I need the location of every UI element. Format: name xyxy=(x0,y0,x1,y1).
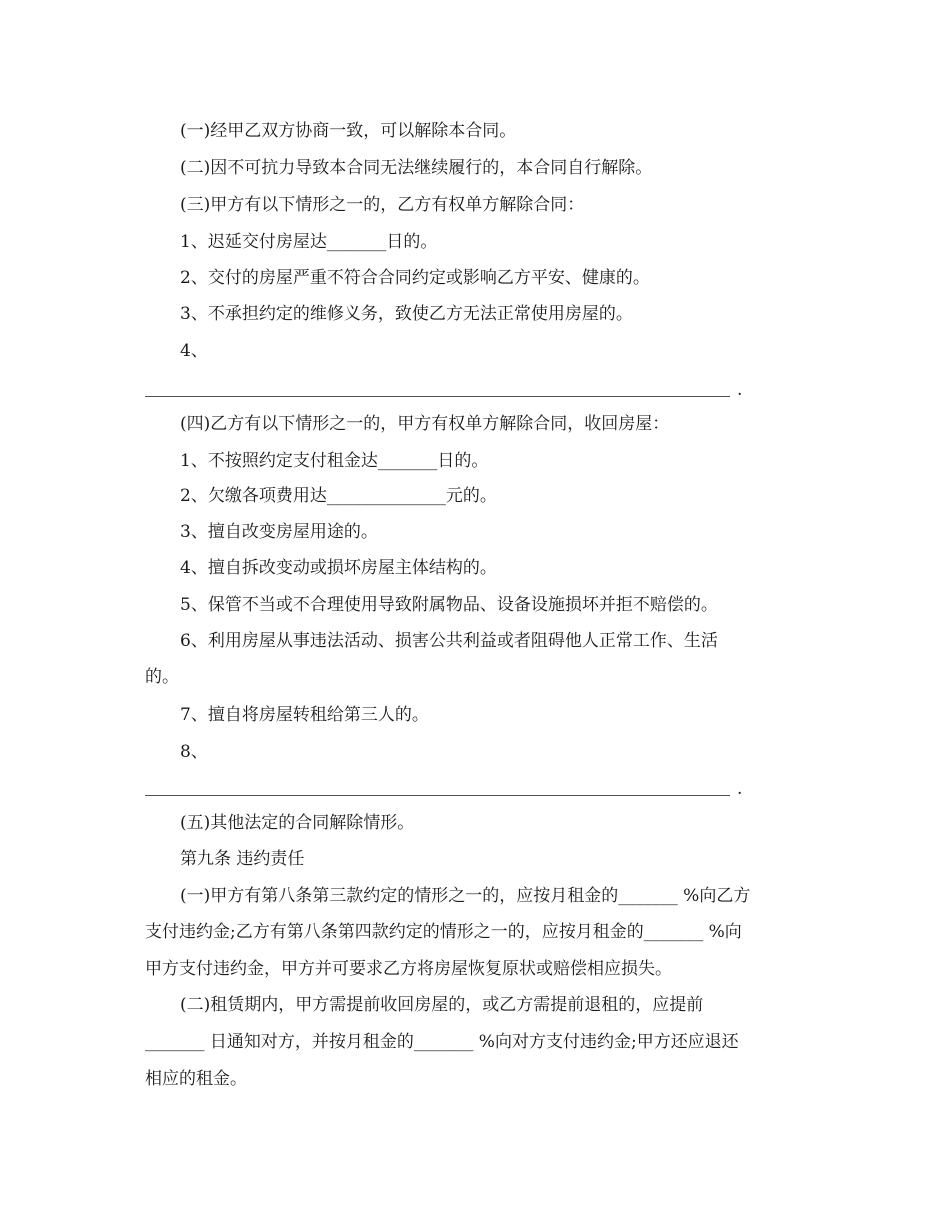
blank-underline xyxy=(145,795,730,796)
clause-8-5: (五)其他法定的合同解除情形。 xyxy=(180,813,415,833)
article-9-heading: 第九条 违约责任 xyxy=(180,849,305,869)
clause-8-4-item-3: 3、擅自改变房屋用途的。 xyxy=(180,522,378,542)
clause-8-3-item-4: 4、 xyxy=(180,341,208,361)
end-period: . xyxy=(737,779,743,799)
clause-8-3-item-3: 3、不承担约定的维修义务，致使乙方无法正常使用房屋的。 xyxy=(180,304,633,324)
clause-8-1: (一)经甲乙双方协商一致，可以解除本合同。 xyxy=(180,121,517,141)
clause-8-4-item-5: 5、保管不当或不合理使用导致附属物品、设备设施损坏并拒不赔偿的。 xyxy=(180,595,718,615)
clause-8-4-item-6-cont: 的。 xyxy=(145,667,179,687)
clause-8-3-item-2: 2、交付的房屋严重不符合合同约定或影响乙方平安、健康的。 xyxy=(180,268,650,288)
clause-8-4: (四)乙方有以下情形之一的，甲方有权单方解除合同，收回房屋： xyxy=(180,414,670,434)
clause-8-4-item-1: 1、不按照约定支付租金达_______日的。 xyxy=(180,451,489,471)
clause-9-2-line-2: _______ 日通知对方，并按月租金的_______ %向对方支付违约金;甲方还应退还 xyxy=(145,1032,739,1052)
clause-9-1-line-3: 甲方支付违约金，甲方并可要求乙方将房屋恢复原状或赔偿相应损失。 xyxy=(145,959,672,979)
clause-8-4-item-6: 6、利用房屋从事违法活动、损害公共利益或者阻碍他人正常工作、生活 xyxy=(180,631,718,651)
clause-8-2: (二)因不可抗力导致本合同无法继续履行的，本合同自行解除。 xyxy=(180,158,653,178)
clause-8-4-item-2: 2、欠缴各项费用达______________元的。 xyxy=(180,486,497,506)
clause-8-4-item-7: 7、擅自将房屋转租给第三人的。 xyxy=(180,705,429,725)
clause-9-2-line-3: 相应的租金。 xyxy=(145,1069,247,1089)
clause-8-3-item-1: 1、迟延交付房屋达_______日的。 xyxy=(180,232,438,252)
clause-8-4-item-8: 8、 xyxy=(180,742,208,762)
clause-8-4-item-4: 4、擅自拆改变动或损坏房屋主体结构的。 xyxy=(180,558,497,578)
end-period: . xyxy=(737,380,743,400)
clause-9-2-line-1: (二)租赁期内，甲方需提前收回房屋的，或乙方需提前退租的，应提前 xyxy=(180,995,704,1015)
clause-9-1-line-2: 支付违约金;乙方有第八条第四款约定的情形之一的，应按月租金的_______ %向 xyxy=(145,922,742,942)
blank-underline xyxy=(145,396,730,397)
clause-9-1-line-1: (一)甲方有第八条第三款约定的情形之一的，应按月租金的_______ %向乙方 xyxy=(180,886,751,906)
clause-8-3: (三)甲方有以下情形之一的，乙方有权单方解除合同： xyxy=(180,195,585,215)
